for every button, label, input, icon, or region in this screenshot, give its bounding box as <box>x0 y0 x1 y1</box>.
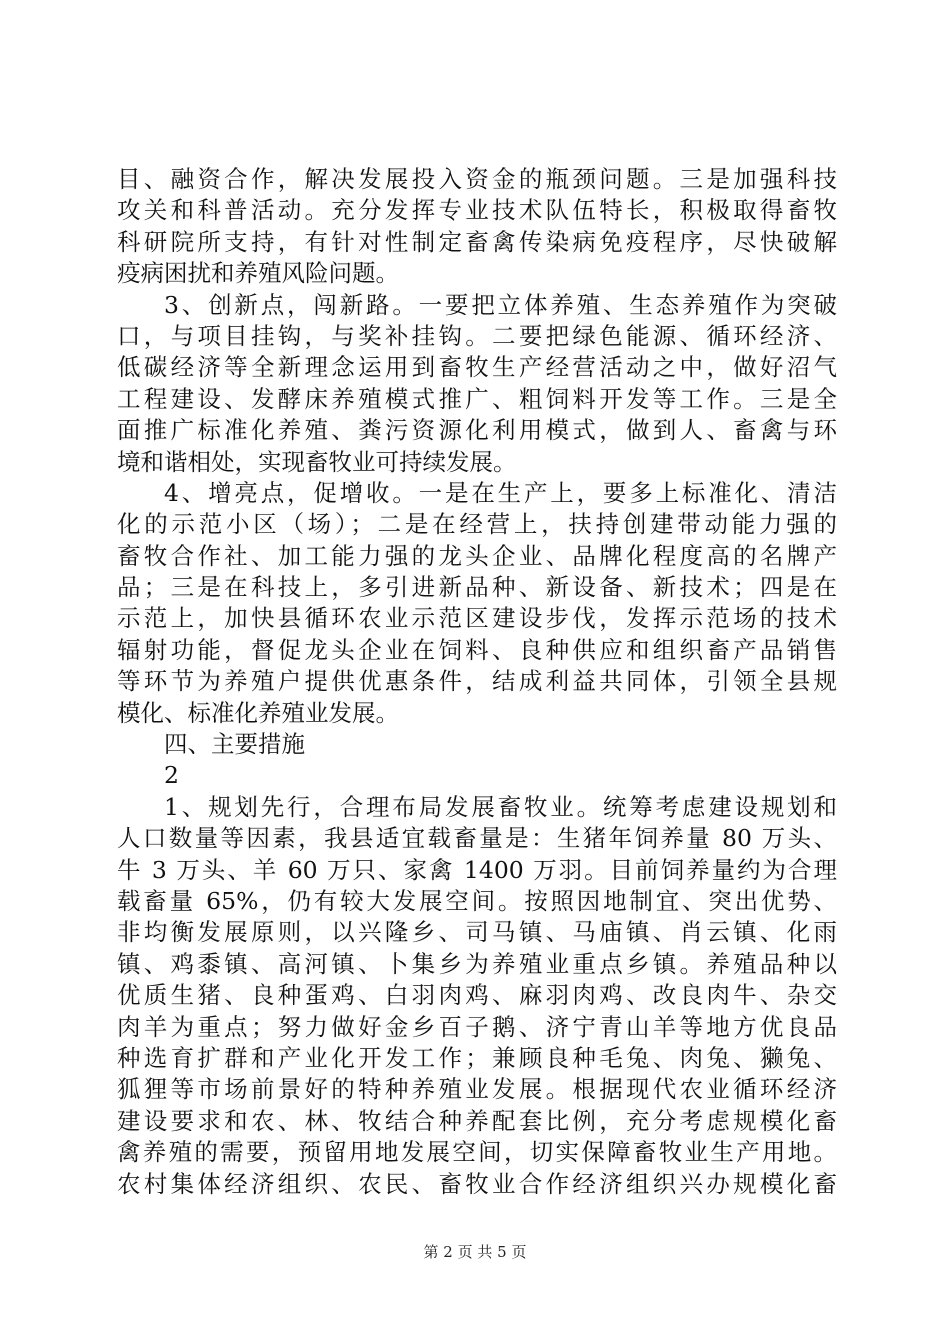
text-line: 化的示范小区（场）；二是在经营上，扶持创建带动能力强的 <box>117 510 837 539</box>
text-line: 低碳经济等全新理念运用到畜牧生产经营活动之中，做好沼气 <box>117 353 837 382</box>
text-line: 人口数量等因素，我县适宜载畜量是：生猪年饲养量 80 万头、 <box>117 824 837 853</box>
text-line: 目、融资合作，解决发展投入资金的瓶颈问题。三是加强科技 <box>117 165 837 193</box>
text-line: 四、主要措施 <box>164 730 305 759</box>
text-line: 等环节为养殖户提供优惠条件，结成利益共同体，引领全县规 <box>117 667 837 696</box>
page-footer: 第 2 页 共 5 页 <box>423 1243 527 1261</box>
text-line: 非均衡发展原则，以兴隆乡、司马镇、马庙镇、肖云镇、化雨 <box>117 918 837 947</box>
text-line: 品；三是在科技上，多引进新品种、新设备、新技术；四是在 <box>117 573 837 602</box>
text-line: 种选育扩群和产业化开发工作；兼顾良种毛兔、肉兔、獭兔、 <box>117 1043 837 1072</box>
text-line: 载畜量 65%，仍有较大发展空间。按照因地制宜、突出优势、 <box>117 886 837 915</box>
text-line: 辐射功能，督促龙头企业在饲料、良种供应和组织畜产品销售 <box>117 635 837 664</box>
text-line: 1、规划先行，合理布局发展畜牧业。统筹考虑建设规划和 <box>164 792 837 821</box>
text-line: 科研院所支持，有针对性制定畜禽传染病免疫程序，尽快破解 <box>117 227 837 256</box>
text-line: 禽养殖的需要，预留用地发展空间，切实保障畜牧业生产用地。 <box>117 1138 837 1167</box>
text-line: 肉羊为重点；努力做好金乡百子鹅、济宁青山羊等地方优良品 <box>117 1012 837 1041</box>
text-line: 口，与项目挂钩，与奖补挂钩。二要把绿色能源、循环经济、 <box>117 321 837 350</box>
text-line: 农村集体经济组织、农民、畜牧业合作经济组织兴办规模化畜 <box>117 1169 837 1198</box>
text-line: 优质生猪、良种蛋鸡、白羽肉鸡、麻羽肉鸡、改良肉牛、杂交 <box>117 981 837 1010</box>
text-line: 3、创新点，闯新路。一要把立体养殖、生态养殖作为突破 <box>164 290 837 319</box>
text-line: 狐狸等市场前景好的特种养殖业发展。根据现代农业循环经济 <box>117 1075 837 1104</box>
text-line: 工程建设、发酵床养殖模式推广、粗饲料开发等工作。三是全 <box>117 384 837 413</box>
text-line: 模化、标准化养殖业发展。 <box>117 698 399 727</box>
text-line: 畜牧合作社、加工能力强的龙头企业、品牌化程度高的名牌产 <box>117 541 837 570</box>
text-line: 境和谐相处，实现畜牧业可持续发展。 <box>117 447 517 476</box>
text-line: 建设要求和农、林、牧结合种养配套比例，充分考虑规模化畜 <box>117 1106 837 1135</box>
text-line: 疫病困扰和养殖风险问题。 <box>117 259 399 288</box>
body-text <box>117 164 837 1200</box>
text-line: 面推广标准化养殖、粪污资源化利用模式，做到人、畜禽与环 <box>117 416 837 445</box>
text-line: 攻关和科普活动。充分发挥专业技术队伍特长，积极取得畜牧 <box>117 196 837 225</box>
text-line: 2 <box>164 761 179 790</box>
text-line: 4、增亮点，促增收。一是在生产上，要多上标准化、清洁 <box>164 478 837 507</box>
text-line: 镇、鸡黍镇、高河镇、卜集乡为养殖业重点乡镇。养殖品种以 <box>117 949 837 978</box>
text-line: 牛 3 万头、羊 60 万只、家禽 1400 万羽。目前饲养量约为合理 <box>117 855 837 884</box>
text-line: 示范上，加快县循环农业示范区建设步伐，发挥示范场的技术 <box>117 604 837 633</box>
